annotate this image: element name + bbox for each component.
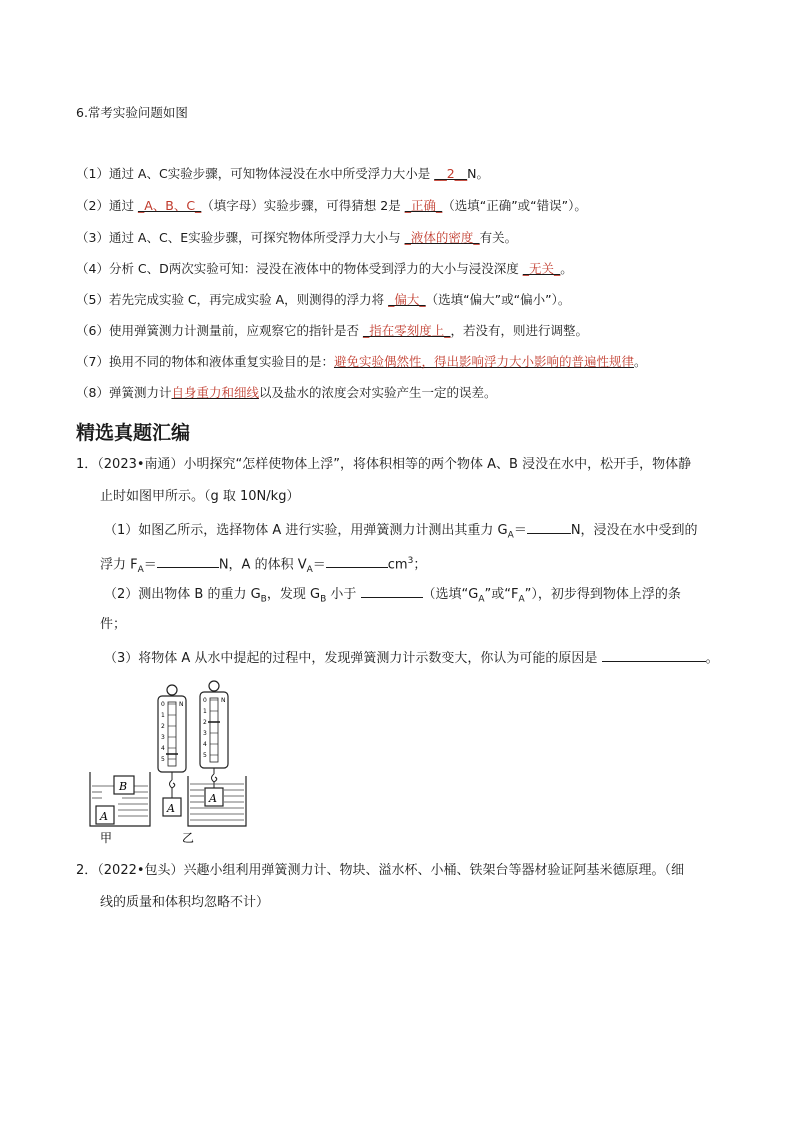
item-5-text: （5）若先完成实验 C，再完成实验 A，则测得的浮力将 — [76, 292, 389, 307]
spring-scale-1 — [158, 685, 186, 816]
item-4-text: （4）分析 C、D两次实验可知：浸没在液体中的物体受到浮力的大小与浸没深度 — [76, 261, 523, 276]
item-1-tail: N。 — [467, 166, 489, 181]
svg-text:A: A — [100, 810, 108, 823]
svg-text:B: B — [119, 780, 128, 793]
svg-text:0: 0 — [161, 701, 165, 708]
item-4 — [76, 260, 573, 278]
item-2-mid: （填字母）实验步骤，可得猜想 2是 — [201, 198, 405, 213]
item-3-tail: 有关。 — [479, 230, 518, 245]
q1-part-1: （1）如图乙所示，选择物体 A 进行实验，用弹簧测力计测出其重力 $G_A= N$，浸没在水中受到的 — [104, 520, 698, 545]
q1-blank-compare[interactable] — [361, 584, 423, 598]
item-1-answer: __2__ — [434, 166, 468, 181]
svg-text:1: 1 — [203, 708, 207, 715]
item-2-answer-2: _正确_ — [404, 198, 443, 213]
q1-line-2: 止时如图甲所示。（g 取 10N/kg） — [100, 489, 300, 504]
item-7-text: （7）换用不同的物体和液体重复实验目的是： — [76, 354, 334, 369]
q1-blank-reason[interactable] — [602, 648, 706, 662]
beaker-jia — [90, 772, 150, 826]
problem-heading: 6.常考实验问题如图 — [76, 105, 188, 120]
q2-line-2: 线的质量和体积均忽略不计） — [100, 895, 270, 910]
svg-text:A: A — [167, 802, 175, 815]
item-2-tail: （选填“正确”或“错误”）。 — [442, 198, 587, 213]
item-8-text: （8）弹簧测力计 — [76, 385, 172, 400]
svg-text:N: N — [179, 701, 184, 708]
item-7-answer: 避免实验偶然性，得出影响浮力大小影响的普遍性规律 — [333, 354, 634, 369]
svg-text:0: 0 — [203, 697, 207, 704]
item-4-answer: _无关_ — [522, 261, 561, 276]
item-5-answer: _偏大_ — [388, 292, 426, 307]
item-7-tail: 。 — [633, 354, 647, 369]
item-3 — [76, 229, 517, 247]
item-8 — [76, 384, 497, 402]
item-8-tail: 以及盐水的浓度会对实验产生一定的误差。 — [258, 385, 497, 400]
q1-blank-ga[interactable] — [527, 520, 571, 534]
q1-blank-fa[interactable] — [157, 554, 219, 568]
item-7 — [76, 353, 647, 371]
svg-text:A: A — [209, 792, 217, 805]
spring-scale-2 — [188, 681, 246, 826]
item-1-text: （1）通过 A、C实验步骤，可知物体浸没在水中所受浮力大小是 — [76, 166, 435, 181]
item-6 — [76, 322, 588, 340]
svg-text:1: 1 — [161, 712, 165, 719]
item-2-answer: _A、B、C_ — [137, 198, 202, 213]
q1-part-2: （2）测出物体 B 的重力 $G_B$，发现 $G_B$ 小于 （选填“$G_A$”或“$F_A$”），初步得到物体上浮的条 — [104, 584, 681, 609]
item-3-text: （3）通过 A、C、E实验步骤，可探究物体所受浮力大小与 — [76, 230, 405, 245]
label-yi: 乙 — [182, 831, 195, 845]
item-5 — [76, 291, 570, 309]
item-2-text: （2）通过 — [76, 198, 138, 213]
label-jia: 甲 — [100, 831, 113, 845]
item-2 — [76, 197, 587, 215]
q1-blank-va[interactable] — [326, 554, 388, 568]
svg-text:2: 2 — [161, 723, 165, 730]
svg-text:5: 5 — [203, 752, 207, 759]
svg-text:4: 4 — [161, 745, 165, 752]
svg-text:2: 2 — [203, 719, 207, 726]
item-6-text: （6）使用弹簧测力计测量前，应观察它的指针是否 — [76, 323, 363, 338]
item-1 — [76, 165, 489, 183]
q1-line-1: 1．（2023•南通）小明探究“怎样使物体上浮”，将体积相等的两个物体 A、B 浸没在水中，松开手，物体静 — [76, 457, 692, 472]
item-8-answer: 自身重力和细线 — [171, 385, 259, 400]
q1-part-3: （3）将物体 A 从水中提起的过程中，发现弹簧测力计示数变大，你认为可能的原因是 。 — [104, 648, 719, 668]
item-5-tail: （选填“偏大”或“偏小”）。 — [425, 292, 571, 307]
item-3-answer: _液体的密度_ — [404, 230, 480, 245]
svg-text:4: 4 — [203, 741, 207, 748]
item-6-tail: ，若没有，则进行调整。 — [450, 323, 588, 338]
svg-text:N: N — [221, 697, 226, 704]
item-4-tail: 。 — [560, 261, 573, 276]
section-title: 精选真题汇编 — [76, 422, 191, 444]
q1-part-2-line-2: 件； — [100, 617, 127, 632]
svg-text:3: 3 — [203, 730, 207, 737]
experiment-figure — [88, 680, 248, 848]
svg-text:5: 5 — [161, 756, 165, 763]
item-6-answer: _指在零刻度上_ — [362, 323, 451, 338]
q2-line-1: 2．（2022•包头）兴趣小组利用弹簧测力计、物块、溢水杯、小桶、铁架台等器材验证阿基米德原理。（细 — [76, 863, 685, 878]
q1-part-1-line-2: 浮力 $F_A= N$，A 的体积 $V_A= cm^3$； — [100, 556, 427, 575]
svg-text:3: 3 — [161, 734, 165, 741]
